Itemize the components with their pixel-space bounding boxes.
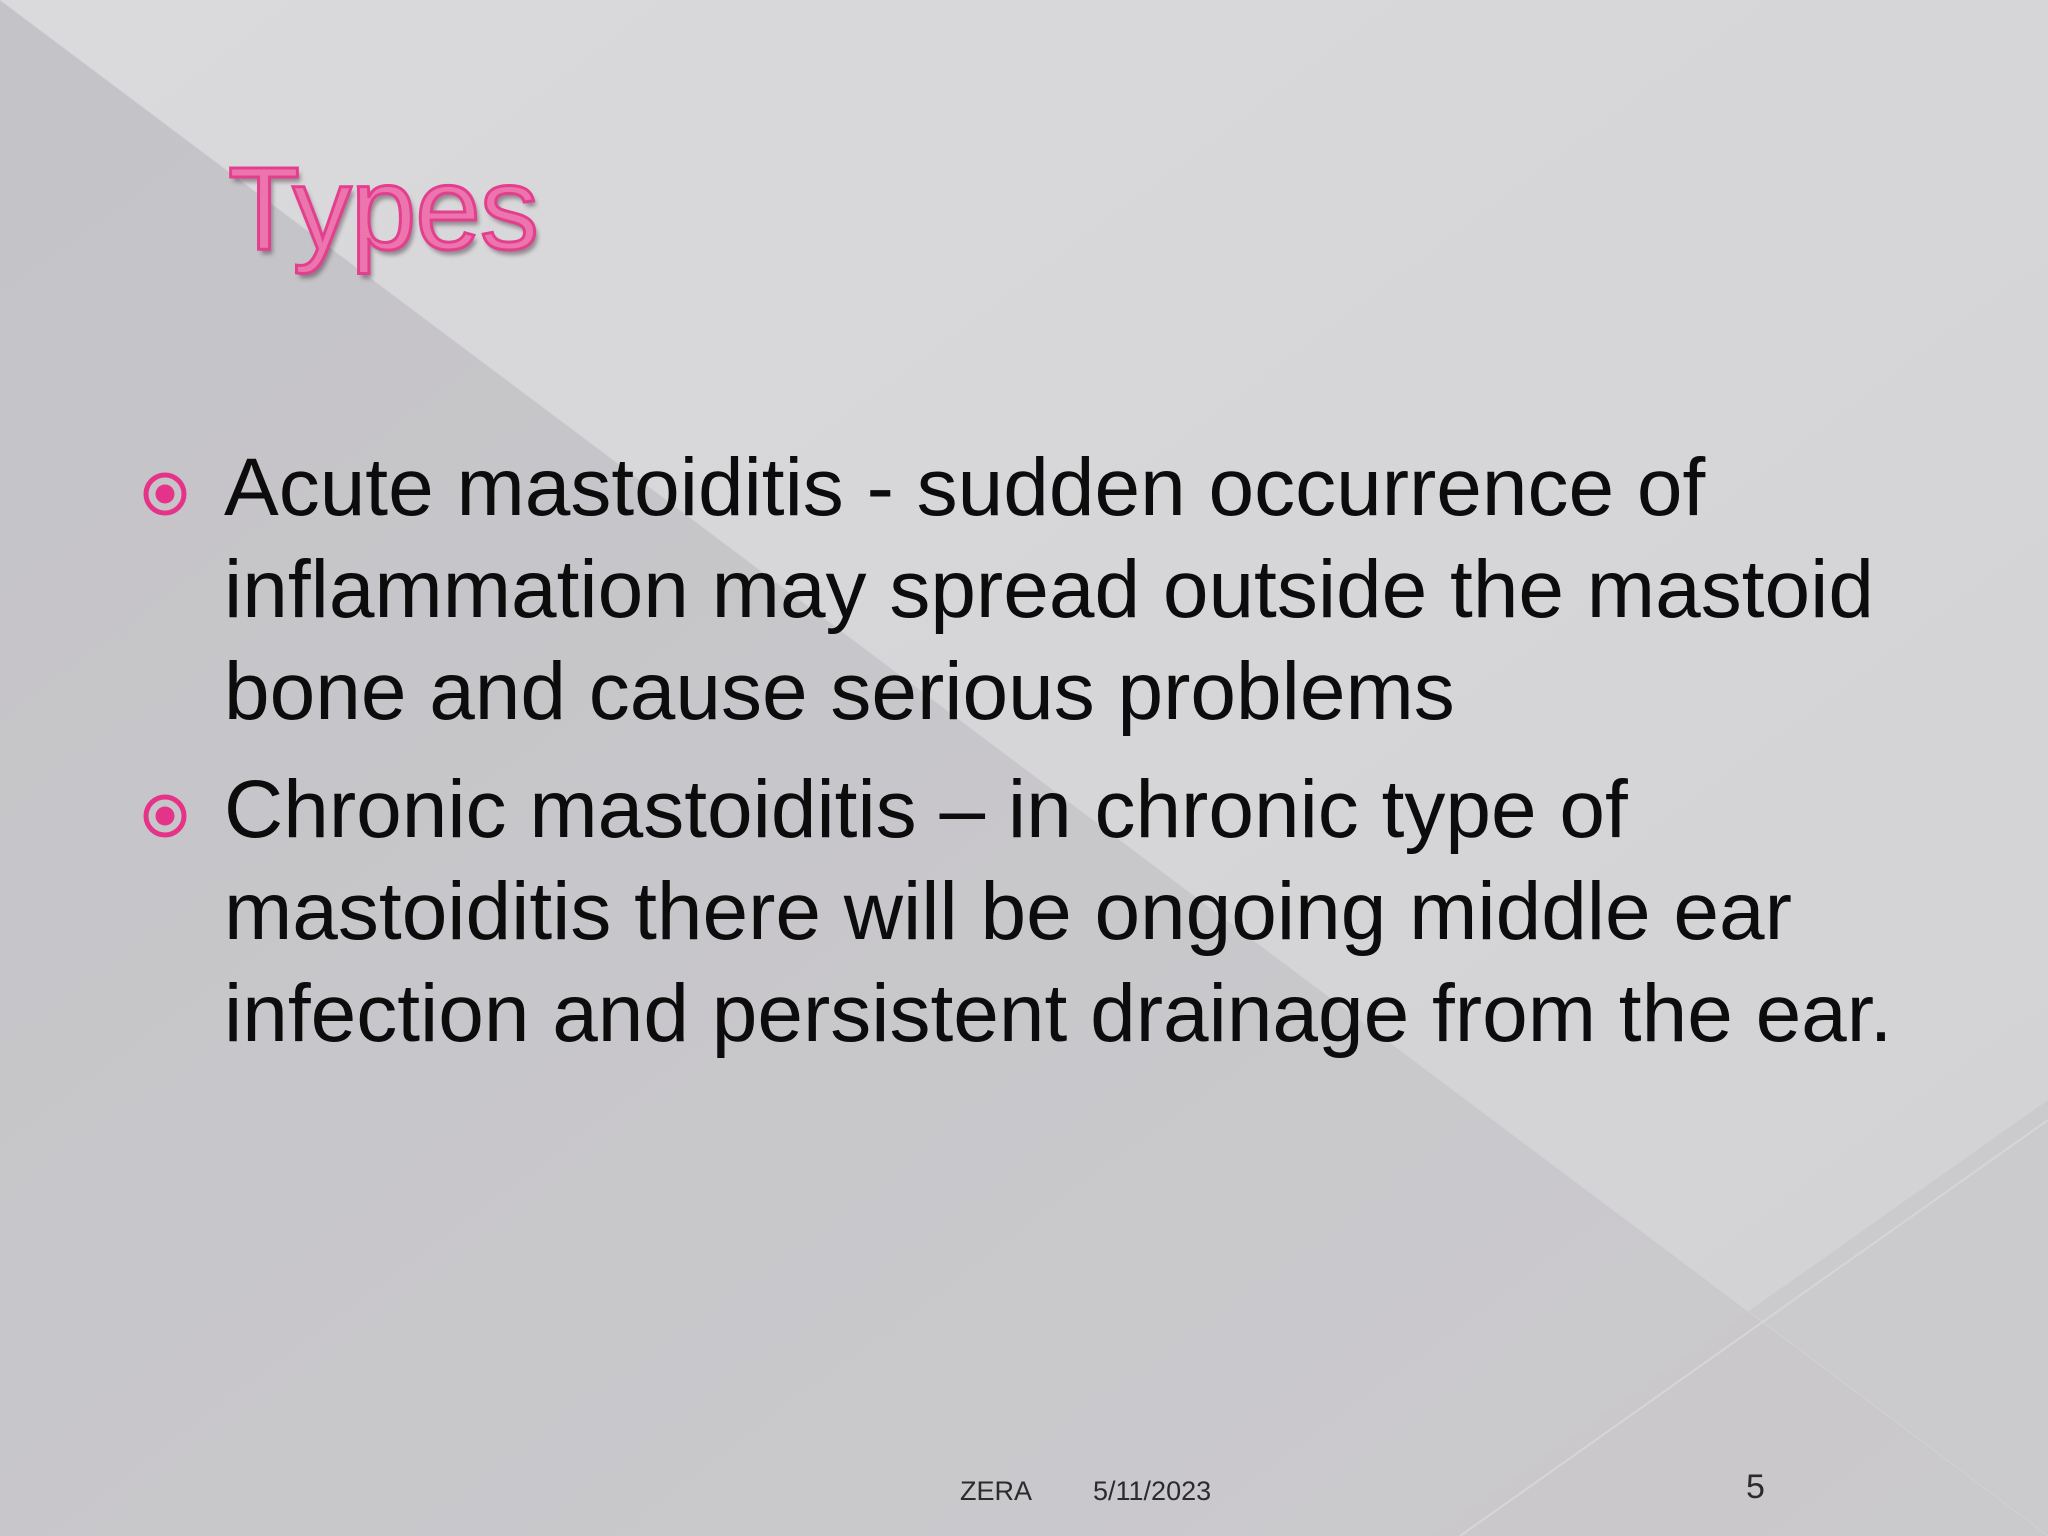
- target-circle-icon: [140, 791, 190, 841]
- target-circle-icon: [140, 469, 190, 519]
- footer-date: 5/11/2023: [1093, 1476, 1212, 1506]
- bullet-item-chronic: [140, 759, 1900, 1065]
- bullet-text: Chronic mastoiditis – in chronic type of mastoiditis there will be ongoing middle ear infection and persistent drainage from the ear.: [224, 764, 1893, 1059]
- bullet-list: [140, 437, 1900, 1081]
- bullet-text: Acute mastoiditis - sudden occurrence of inflammation may spread outside the mastoid bone and cause serious problems: [224, 442, 1874, 737]
- bullet-item-acute: [140, 437, 1900, 743]
- footer-author: ZERA: [960, 1476, 1033, 1506]
- slide-title: Types: [228, 143, 538, 275]
- slide-number: 5: [1746, 1468, 1765, 1506]
